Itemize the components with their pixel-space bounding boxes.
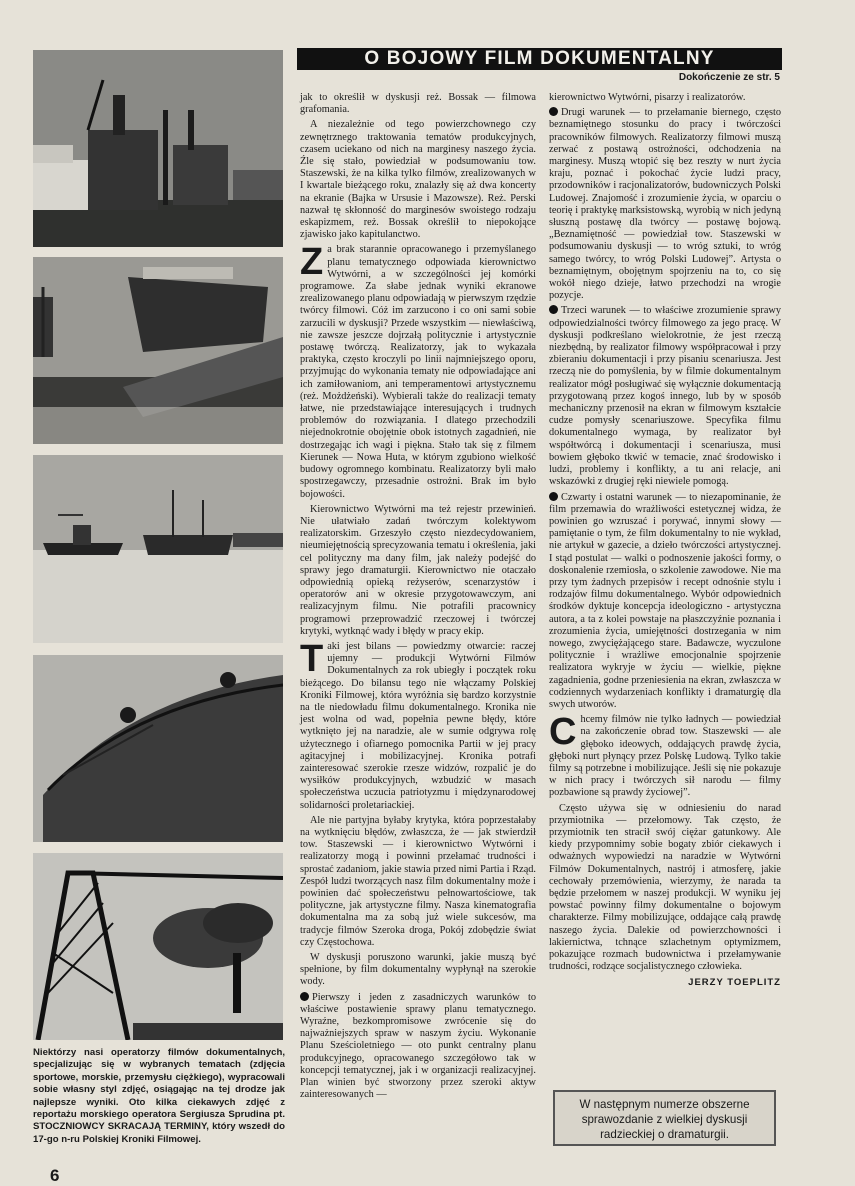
bullet-icon bbox=[549, 305, 558, 314]
paragraph-bullet bbox=[549, 305, 781, 488]
photo-ship-bow bbox=[33, 655, 283, 842]
paragraph-dropcap bbox=[549, 711, 781, 799]
photo-ships-at-quay bbox=[33, 50, 283, 247]
paragraph-bullet bbox=[300, 992, 536, 1102]
article-headline: O BOJOWY FILM DOKUMENTALNY bbox=[297, 48, 782, 70]
paragraph-text: Czwarty i ostatni warunek — to niezapominanie, że film przemawia do wrażliwości estetycznej widza, że powinien go wzruszać i porywać, innymi słowy — pamiętanie o tym, że film dokumentalny to nie wykład, nie artykuł w gazecie, a dzieło twórczości artystycznej. I stąd postulat — walki o podnoszenie jakości formy, o doskonalenie rzemiosła, o szkolenie zawodowe. Nie ma przy tym żadnych przepisów i recept odnośnie stylu i rodzajów filmu dokumentalnego. Wybór odpowiednich środków dyktuje koncepcja ideologiczno - artystyczna autora, a ta z kolei powstaje na płaszczyźnie poznania i zrozumienia życia, umiejętności dostrzegania w nim nowego, zwyciężającego stare. Badawcze, wyczulone politycznie i wrażliwe emocjonalnie spojrzenie realizatora wykryje w życiu — wielkie, piękne zagadnienia, godne przeniesienia na ekran, zwłaszcza w codziennych wydarzeniach konflikty i dramaturgię dla swych utworów. bbox=[549, 491, 781, 710]
page-number: 6 bbox=[50, 1166, 60, 1185]
paragraph-text: Trzeci warunek — to właściwe zrozumienie sprawy odpowiedzialności twórcy filmowego za jego pracę. W dyskusji podkreślano wielokrotnie, że jest rzeczą niezbędną, by realizator filmowy współpracował i przy zbieraniu dokumentacji i przy pisaniu scenariusza. Jest rzeczą nie do pomyślenia, by w filmie dokumentalnym realizator mógł posługiwać się wyłącznie dokumentacją przygotowaną przez kogoś innego, lub by w sposób mechaniczny przenosił na ekran w filmowym kształcie cudze pomysły scenariuszowe. Specyfika filmu dokumentalnego wymaga, by realizator był współtwórcą i dokumentacji i scenariusza, musi bowiem głęboko tkwić w temacie, znać środowisko i ludzi, problemy i konflikty, a tu ani relacje, ani wskazówki z drugiej ręki niewiele pomogą. bbox=[549, 305, 781, 488]
paragraph: kierownictwo Wytwórni, pisarzy i realizatorów. bbox=[549, 92, 746, 103]
paragraph-text: hcemy filmów nie tylko ładnych — powiedział na zakończenie obrad tow. Staszewski — ale głęboko ideowych, oddających prawdę życia, głęboki nurt płynący przez Polskę Ludową. Tylko takie filmy są potrzebne i mobilizujące. Jeśli się nie pokazuje w nich pracy i twórczych sił narodu — filmy pozbawione są prawdy życiowej”. bbox=[549, 714, 781, 799]
paragraph-text: Drugi warunek — to przełamanie biernego, często beznamiętnego stosunku do pracy i twórczości pracowników filmowych. Realizatorzy filmowi muszą zerwać z postawą ostrożności, odchodzenia na marginesy. Muszą wtopić się bez reszty w nurt życia kraju, poznać i pokochać życie ludzi pracy, przodowników i racjonalizatorów, budowniczych Polski Ludowej. Znajomość i zrozumienie życia, w oparciu o teorię i praktykę marksistowską, wyrobią w nich jedyną słuszną postawę dla twórcy — postawę bojową. „Beznamiętność — powiedział tow. Staszewski w podsumowaniu dyskusji — to wróg sztuki, to wróg samego twórcy, to wróg Polski Ludowej”. Artysta o beznamiętnym, obojętnym spojrzeniu na to, co się wokół niego dzieje, łatwo przechodzi na wrogie pozycje. bbox=[549, 107, 781, 302]
paragraph-text: Pierwszy i jeden z zasadniczych warunków to właściwe postawienie sprawy planu tematycznego. Wyraźne, bezkompromisowe zwrócenie się do najważniejszych spraw w naszym życiu. Wykonanie Planu Sześcioletniego — oto punkt centralny planu produkcyjnego, opracowanego szczegółowo tak w koncepcji tematycznej, jak i w organizacji realizacyjnej. Plan winien być stworzony przez szeroki aktyw zainteresowanych — bbox=[300, 991, 536, 1101]
bullet-icon bbox=[549, 107, 558, 116]
paragraph-dropcap bbox=[300, 241, 536, 500]
photo-hull-in-dock bbox=[33, 257, 283, 444]
continuation-note: Dokończenie ze str. 5 bbox=[678, 72, 780, 83]
paragraph-dropcap bbox=[300, 637, 536, 812]
article-column-right bbox=[549, 92, 781, 990]
photo-crane-smoke bbox=[33, 853, 283, 1040]
drop-cap: C bbox=[549, 711, 577, 754]
paragraph-bullet bbox=[549, 107, 781, 302]
photo-caption-text: Niektórzy nasi operatorzy filmów dokumentalnych, specjalizując się w wybranych tematach (zdjęcia sportowe, morskie, przemysłu ciężkiego), wypracowali sobie własny styl zdjęć, osiągając na tej drodze jak najlepsze wyniki. Oto kilka ciekawych zdjęć z reportażu morskiego operatora Sergiusza Sprudina pt. STOCZNIOWCY SKRACAJĄ TERMINY, który wszedł do 17-go n-ru Polskiej Kroniki Filmowej. bbox=[33, 1047, 285, 1145]
paragraph: jak to określił w dyskusji reż. Bossak — filmowa grafomania. bbox=[300, 92, 536, 116]
paragraph-text: aki jest bilans — powiedzmy otwarcie: raczej ujemny — produkcji Wytwórni Filmów Dokumentalnych za rok ubiegły i początek roku bieżącego. Do bilansu tego nie włączamy Polskiej Kroniki Filmowej, która wyróżnia się bardzo korzystnie na tle niedowładu filmu dokumentalnego. Kronika nie jest wolna od wad, popełnia pewne błędy, które wytknięto jej na naradzie, ale w sumie odgrywa rolę użytecznego i ofiarnego pomocnika Partii w jej pracy agitacyjnej i mobilizacyjnej. Kronika potrafi zainteresować szerokie rzesze widzów, rozpalić je do wysiłków produkcyjnych, wzbudzić w masach społeczeństwa uczucia patriotyzmu i międzynarodowej solidarności proletariackiej. bbox=[300, 640, 536, 811]
photo-caption bbox=[33, 1047, 285, 1146]
paragraph-text: a brak starannie opracowanego i przemyślanego planu tematycznego odpowiada kierownictwo Wytwórni, a w szczególności jej komórki programowe. Za słabe jednak wyniki ekranowe zrealizowanego planu odpowiadają w pierwszym rzędzie twórcy filmowi. Cóż im zarzucono i co oni sami sobie zarzucili w dyskusji? Przede wszystkim — niewłaściwą, nie zawsze jeszcze dojrzałą politycznie i artystycznie postawę twórczą. Realizatorzy, jak to wykazała praktyka, często kroczyli po linii najmniejszego oporu, przyjmując do wykonania tematy nie odpowiadające ani ich zamiłowaniom, ani temperamentowi artystycznemu (reż. Możdżeński). Wybierali także do realizacji tematy łatwe, nie przedstawiające interesujących i trudnych problemów do rozwiązania. I dlatego przechodzili niejednokrotnie obojętnie obok istotnych zagadnień, nie dostrzegając ich wagi i piękna. Stało tak się z filmem Kierunek — Nowa Huta, w którym zgubiono wielkość budowy ogromnego kombinatu. Realizatorzy byli mało spostrzegawczy, przesadnie ostrożni. Brak im było bojowości. bbox=[300, 244, 536, 500]
drop-cap: Z bbox=[300, 241, 324, 284]
article-column-middle bbox=[300, 92, 536, 1104]
paragraph: W dyskusji poruszono warunki, jakie muszą być spełnione, by film dokumentalny wypłynął na szerokie wody. bbox=[300, 952, 536, 988]
author-signature: JERZY TOEPLITZ bbox=[688, 977, 781, 989]
paragraph: Często używa się w odniesieniu do narad przymiotnika — przełomowy. Tak często, że przymiotnik ten stracił swój ciężar gatunkowy. Ale kiedy przypomnimy sobie bogaty zbiór ciekawych i odważnych wypowiedzi na naradzie w Wytwórni Filmów Dokumentalnych, nastrój i atmosferę, jakie cechowały przemówienia, wierzymy, że narada ta będzie przełomem w naszej produkcji. W wyniku jej powstać powinny filmy dokumentalne o bojowym charakterze. Filmy mobilizujące, oddające całą prawdę naszego życia. Dalekie od powierzchowności i lakiernictwa, tchnące szlachetnym optymizmem, pokazujące rozmach budownictwa i przełamywanie trudności, rodzące socjalistycznego człowieka. bbox=[549, 802, 781, 973]
drop-cap: T bbox=[300, 637, 324, 680]
bullet-icon bbox=[549, 492, 558, 501]
paragraph-bullet bbox=[549, 492, 781, 712]
photo-tugboats bbox=[33, 455, 283, 643]
paragraph: Ale nie partyjna byłaby krytyka, która poprzestałaby na wytknięciu błędów, zwłaszcza, że — jak stwierdził tow. Staszewski — i kierownictwo Wytwórni i realizatorzy mogą i powinni przełamać trudności i sprostać zadaniom, jakie stawia przed nimi Partia i Rząd. Zespół ludzi tworzących nasz film dokumentalny może i powinien dać społeczeństwu pełnowartościowe, tak polityczne, jak artystyczne filmy. Nasza kinematografia dokumentalna ma za sobą już wiele sukcesów, ma tradycje filmów Szeroka droga, Pokój zdobędzie świat czy Częstochowa. bbox=[300, 814, 536, 948]
paragraph: A niezależnie od tego powierzchownego czy zewnętrznego traktowania tematów produkcyjnych, czasem uciekano od nich na marginesy naszego życia. Źle się stało, powiedział w podsumowaniu tow. Staszewski, że na kilka tylko filmów, zrealizowanych w I kwartale bieżącego roku, znalazły się aż dwa koncerty na ekranie (Bajka w Ursusie i Mazowsze). Reż. Perski nazwał tę skłonność do marginesów swoistego rodzaju eskapizmem, reż. Bossak określił to niepokojące zjawisko jako kapitulanctwo. bbox=[300, 119, 536, 241]
bullet-icon bbox=[300, 992, 309, 1001]
next-issue-box: W następnym numerze obszerne sprawozdanie z wielkiej dyskusji radzieckiej o dramaturgii. bbox=[553, 1090, 776, 1146]
paragraph: Kierownictwo Wytwórni ma też rejestr przewinień. Nie ułatwiało zadań twórczym kolektywom realizatorskim. Grzeszyło często niezdecydowaniem, nieumiejętnością sprecyzowania tematu i określenia, jaki cel polityczny ma dany film, jak należy podejść do sprawy jego dramaturgii. Kierownictwo nie otaczało odpowiednią opieką reżyserów, scenarzystów i operatorów ani w okresie przygotowawczym, ani realizacyjnym filmu. Nie potrafili pracownicy programowi przeprowadzić rzeczowej i twórczej krytyki, wytknąć wady i błędy w pracy ekip. bbox=[300, 503, 536, 637]
